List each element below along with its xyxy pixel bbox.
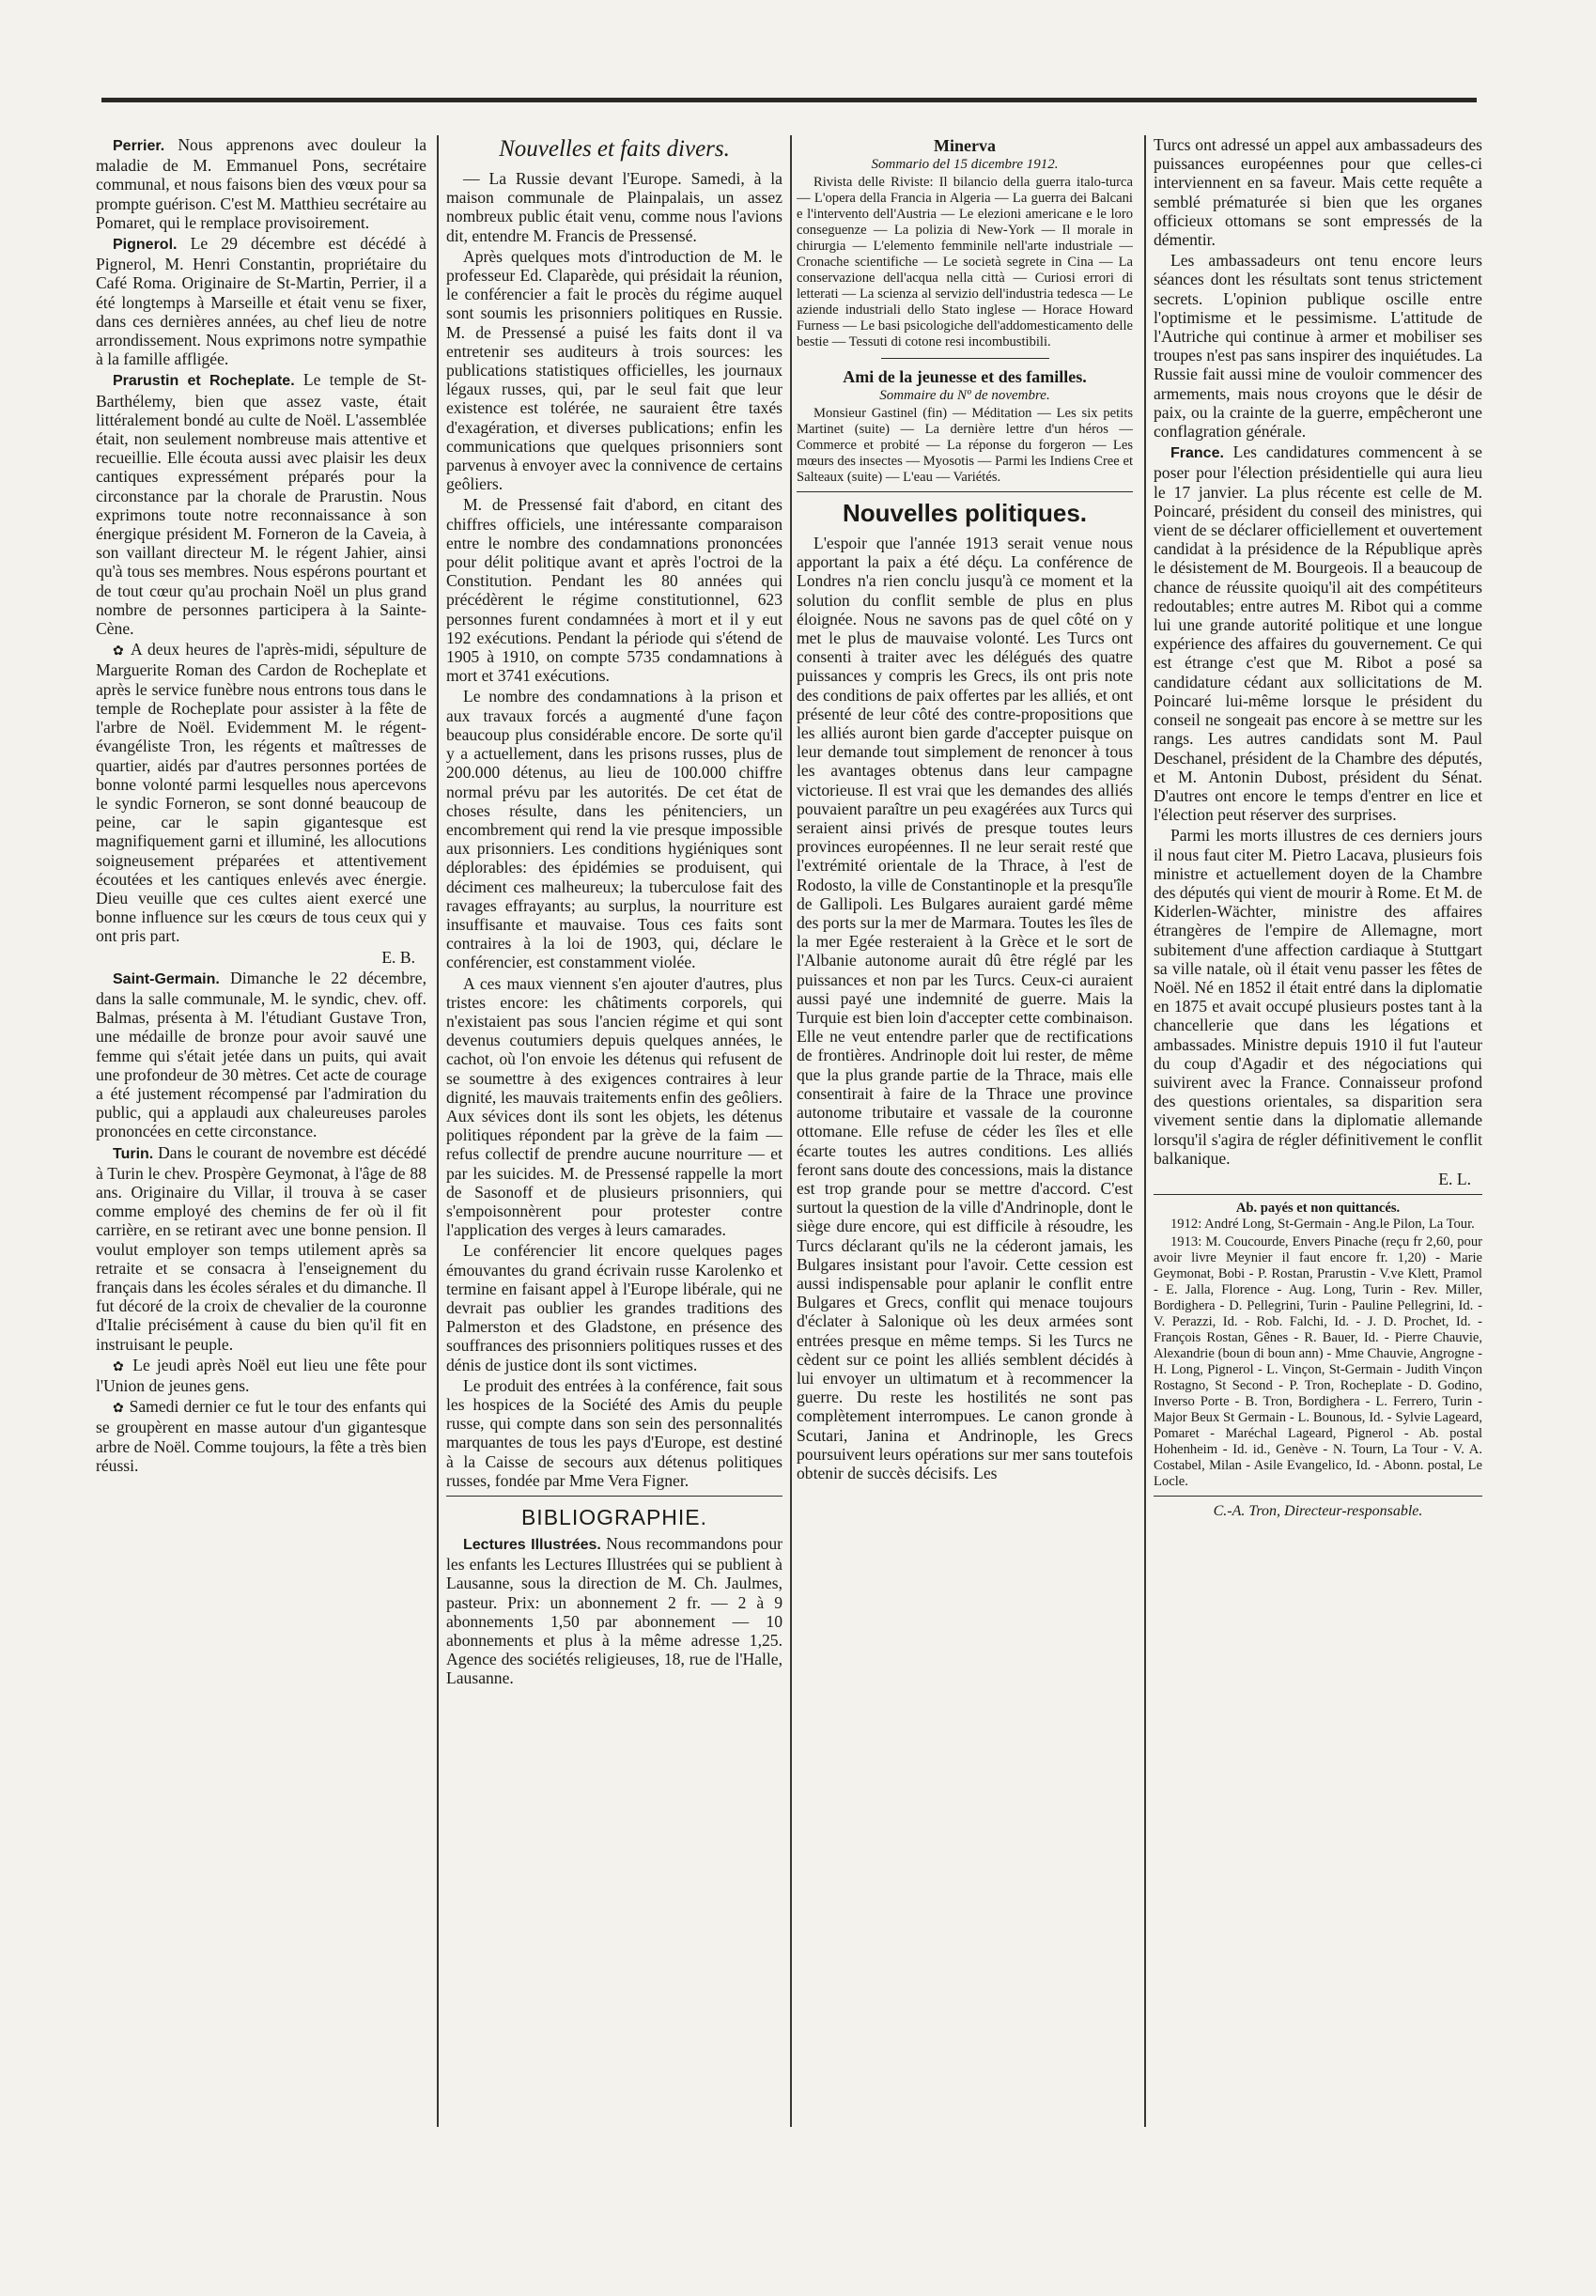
article-paragraph: Parmi les morts illustres de ces derniers jours il nous faut citer M. Pietro Lacava, plusieurs fois ministre et actuellement doyen de la Chambre des députés qui vient de mourir à Rome. Et M. de Kiderlen-Wächter, ministre des affaires étrangères de l'empire de Allemagne, mort subitement d'une affection cardiaque à Stuttgart sa ville natale, où il était venu passer les fêtes de Noël. Né en 1852 il était entré dans la diplomatie en 1875 et avait occupé plusieurs postes tant à la chancellerie que dans les légations et ambassades. Ministre depuis 1910 il fut l'auteur du coup d'Agadir et des négociations qui suivirent avec la France. Connaisseur profond des questions orientales, sa disparition sera vivement sentie dans la diplomatie allemande lorsqu'il s'agira de régler définitivement le conflit balkanique.: [1154, 826, 1482, 1168]
item-text: Les candidatures commencent à se poser pour l'élection présidentielle qui aura lieu le 17 janvier. La plus récente est celle de M. Poincaré, président du conseil des ministres, qui vient de se déclarer officiellement et ouvertement candidat à la présidence de la République après le désistement de M. Bourgeois. Il a beaucoup de chance de réussite quoiqu'il ait des compétiteurs redoutables; entre autres M. Ribot qui a comme lui une grande autorité politique et une longue expérience des affaires du gouvernement. Ce qui est étrange c'est que M. Ribot a posé sa candidature cédant aux sollicitations de M. Poincaré lui-même lorsque le président du conseil ne songeait pas encore à se mettre sur les rangs. Les autres candidats sont M. Paul Deschanel, président de la Chambre des députés, et M. Antonin Dubost, président du Sénat. D'autres ont encore le temps d'entrer en lice et l'élection peut réserver des surprises.: [1154, 442, 1482, 825]
clover-icon: ✿: [113, 1401, 125, 1417]
article-paragraph: — La Russie devant l'Europe. Samedi, à la maison communale de Plainpalais, un assez nombreux public était venu, comme nous l'avions dit, entendre M. Francis de Pressensé.: [446, 169, 783, 245]
top-rule: [101, 98, 1477, 102]
subscriptions-1913: 1913: M. Coucourde, Envers Pinache (reçu fr 2,60, pour avoir livre Meynier il faut encore fr. 1,20) - Marie Geymonat, Bobi - P. Rostan, Prarustin - V.ve Klett, Pramol - E. Jalla, Florence - Aug. Long, Turin - Rev. Miller, Bordighera - D. Pellegrini, Turin - Pauline Pellegrini, Id. - V. Perazzi, Id. - Rob. Falchi, Id. - J. D. Prochet, Id. - François Rostan, Gênes - R. Bauer, Id. - Pierre Chauvie, Alexandrie (boun di boun ann) - Mme Chauvie, Angrogne - H. Long, Pignerol - L. Vinçon, St-Germain - Judith Vinçon Rostagno, St Second - P. Tron, Rocheplate - D. Godino, Inverso Porte - B. Tron, Bordighera - L. Ferrero, Turin - Major Beux St Germain - L. Bounous, Id. - Sylvie Lageard, Pomaret - Maréchal Lageard, Pignerol - Ab. postal Hohenheim - Id. id., Genève - N. Tourn, La Tour - V. A. Costabel, Milan - Asile Evangelico, Id. - Abonn. postal, Le Locle.: [1154, 1234, 1482, 1490]
article-paragraph: Turcs ont adressé un appel aux ambassadeurs des puissances européennes pour que celles-ci interviennent en sa faveur. Mais cette requête a semblé prématurée si bien que les organes officieux ottomans se sont empressés de la démentir.: [1154, 135, 1482, 250]
review-contents: Monsieur Gastinel (fin) — Méditation — Les six petits Martinet (suite) — La dernière lettre d'un héros — Commerce et probité — La réponse du forgeron — Les mœurs des insectes — Myosotis — Parmi les Indiens Cree et Salteaux (suite) — L'eau — Variétés.: [797, 406, 1133, 485]
item-lead: Saint-Germain.: [113, 970, 220, 987]
review-title: Ami de la jeunesse et des familles.: [843, 367, 1087, 386]
item-jeudi: [96, 1356, 426, 1395]
item-lead: Perrier.: [113, 138, 165, 154]
item-text: Dans le courant de novembre est décédé à Turin le chev. Prospère Geymonat, à l'âge de 88 ans. Originaire du Villar, il trouva à se caser comme employé des chemins de fer où il fit carrière, en se retirant avec une bonne pension. Il voulut employer son temps utilement après sa retraite et se consacra à l'enseignement du français dans les écoles sérales et du dimanche. Il fut décoré de la croix de chevalier de la couronne d'Italie précisément à cause du bien qu'il fit en instruisant le peuple.: [96, 1142, 426, 1354]
review-subtitle: Sommaire du Nº de novembre.: [879, 388, 1050, 403]
item-text: Le temple de St-Barthélemy, bien que assez vaste, était littéralement bondé au culte de Noël. L'assemblée était, non seulement nombreuse mais attentive et recueillie. Elle écouta aussi avec plaisir les deux cantiques expressément préparés pour la circonstance par la chorale de Prarustin. Nous exprimons toute notre reconnaissance à son énergique président M. Forneron de la Caveia, à son vaillant directeur M. le régent Jahier, ainsi qu'à tous ses membres. Nous espérons pourtant et de tout cœur qu'au prochain Noël un plus grand nombre de personnes participera à la Sainte-Cène.: [96, 370, 426, 639]
column-politiques: [797, 135, 1133, 2118]
divider: [797, 491, 1133, 492]
signature: E. B.: [381, 947, 415, 967]
item-samedi: [96, 1397, 426, 1475]
article-paragraph: Les ambassadeurs ont tenu encore leurs séances dont les résultats sont tenus strictement secrets. L'opinion publique oscille entre l'optimisme et le pessimisme. L'attitude de l'Autriche qui continue à armer et mobiliser ses troupes n'est pas sans inspirer des inquiétudes. La Russie fait aussi mine de vouloir commencer des armements, mais nous croyons que le désir de paix, ou la crainte de la guerre, empêcheront une conflagration générale.: [1154, 251, 1482, 442]
item-text: Le 29 décembre est décédé à Pignerol, M. Henri Constantin, propriétaire du Café Roma. Originaire de St-Martin, Perrier, il a été longtemps à Marseille et était venu se fixer, dans ces dernières années, au chef lieu de notre arrondissement. Nous exprimons notre sympathie à la famille affligée.: [96, 234, 426, 369]
article-paragraph: M. de Pressensé fait d'abord, en citant des chiffres officiels, une intéressante comparaison entre le nombre des condamnations prononcées pour délit politique avant et après l'octroi de la Constitution. Pendant les 80 années qui précédèrent le régime constitutionnel, 623 personnes furent condamnées à mort et il y eut 192 exécutions. Pendant la période qui s'étend de 1905 à 1910, on compte 5735 condamnations à mort et 3741 exécutions.: [446, 495, 783, 686]
clover-icon: ✿: [113, 644, 126, 659]
article-paragraph: A ces maux viennent s'en ajouter d'autres, plus tristes encore: les châtiments corporels, qui n'existaient pas sous l'ancien régime et qui sont devenus coutumiers depuis quelques années, le cachot, où l'on envoie les détenus qui refusent de se soumettre à des exigences contraires à leur dignité, les mauvais traitements enfin des geôliers. Aux sévices dont ils sont les objets, les détenus politiques répondent par la grève de la faim — refus collectif de prendre aucune nourriture — et par les suicides. M. de Pressensé rappelle la mort de Sasonoff et de plusieurs prisonniers, qui s'empoisonnèrent pour protester contre l'application des verges à leurs camarades.: [446, 973, 783, 1240]
section-heading: BIBLIOGRAPHIE.: [520, 1505, 708, 1530]
section-heading: Nouvelles politiques.: [842, 499, 1088, 527]
item-saint-germain: [96, 969, 426, 1141]
item-text: Nous apprenons avec douleur la maladie de M. Emmanuel Pons, secrétaire communal, et nous faisons bien des vœux pour sa prompte guérison. C'est M. Matthieu secrétaire au Pomaret, qui le remplace provisoirement.: [96, 135, 426, 232]
item-turin: [96, 1143, 426, 1354]
review-title: Minerva: [934, 136, 996, 155]
article-paragraph: L'espoir que l'année 1913 serait venue nous apportant la paix a été déçu. La conférence de Londres n'a rien conclu jusqu'à ce moment et la solution du conflit semble de plus en plus éloignée. Nous ne savons pas de quel côté on y met le plus de mauvaise volonté. Les Turcs ont consenti à traiter avec les délégués des quatre puissances y compris les Grecs, ils ont pris note des conditions de paix offertes par les alliés, et ont présenté de leur côté des contre-propositions que les alliés auront bien garde d'accepter puisque on leur demande tout simplement de renoncer à tous les avantages obtenus dans leur campagne victorieuse. Il est vrai que les demandes des alliés pouvaient paraître un peu exagérées aux Turcs qui seraient ainsi privés de presque toutes leurs provinces européennes. Il ne leur serait resté que l'extrémité orientale de la Thrace, à l'est de Rodosto, la ville de Constantinople et la presqu'île de Gallipoli. Les Bulgares auraient gardé même des ports sur la mer de Marmara. Toutes les îles de la mer Egée resteraient à la Grèce et le sort de l'Albanie autonome aurait dû être réglé par les puissances et non par les Turcs. Ceux-ci auraient aussi payé une indemnité de guerre. Mais la Turquie est bien loin d'accepter cette combinaison. Elle ne veut entendre parler que de rectifications de frontières. Andrinople doit lui rester, de même que la plus grande partie de la Thrace, mais elle consentirait à faire de la Thrace une province autonome tributaire et vassale de la couronne ottomane. Elle refuse de céder les îles et elle écarte toutes les autres conditions. Les alliés feront sans doute des concessions, mais la distance est trop grande pour se mettre d'accord. C'est surtout la question de la ville d'Andrinople, dont le siège dure encore, qui est difficile à résoudre, les Turcs déclarant qu'ils ne la céderont jamais, les Bulgares insistant pour l'avoir. Cette cession est aussi indispensable pour aplanir le conflit entre Bulgares et Grecs, conflit qui menace toujours d'éclater à Salonique où les deux armées sont entrées presque en même temps. Si les Turcs ne cèdent sur ce point les alliés semblent décidés à lui envoyer un ultimatum et à recommencer la guerre. Du reste les hostilités ne sont pas complètement interrompues. Le canon gronde à Scutari, Janina et Andrinople, les Grecs poursuivent leurs opérations sur mer sans toutefois obtenir de succès décisifs. Les: [797, 534, 1133, 1482]
article-paragraph: Le produit des entrées à la conférence, fait sous les hospices de la Société des Amis du peuple russe, qui compte dans son sein des personnalités marquantes de tous les pays d'Europe, est destiné à la Caisse de secours aux détenus politiques russes, fondée par Mme Vera Figner.: [446, 1375, 783, 1490]
item-text: Samedi dernier ce fut le tour des enfants qui se groupèrent en masse autour d'un gigantesque arbre de Noël. Comme toujours, la fête a très bien réussi.: [96, 1397, 426, 1475]
divider: [1154, 1194, 1482, 1195]
column-rule: [1144, 135, 1146, 2127]
column-local-news: [96, 135, 426, 2118]
item-text: Dimanche le 22 décembre, dans la salle communale, M. le syndic, chev. off. Balmas, présenta à M. l'étudiant Gustave Tron, une médaille de bronze pour avoir sauvé une femme qui s'était jetée dans un puits, qui avait une profondeur de 30 mètres. Cet acte de courage a été justement récompensé par l'admiration du public, qui a applaudi aux chaleureuses paroles prononcées en cette circonstance.: [96, 968, 426, 1141]
review-subtitle: Sommario del 15 dicembre 1912.: [871, 157, 1059, 172]
column-rule: [437, 135, 439, 2127]
item-text: A deux heures de l'après-midi, sépulture de Marguerite Roman des Cardon de Rocheplate et après le service funèbre nous entrons tous dans le temple de Rocheplate pour assister à la fête de l'arbre de Noël. Evidemment M. le régent-évangéliste Tron, les régents et maîtresses de quartier, aidés par d'autres personnes portées de bonne volonté parmi lesquelles nous apercevons le syndic Forneron, se sont donné beaucoup de peine, car le sapin gigantesque est magnifiquement garni et illuminé, les allocutions soigneusement préparées et attentivement écoutées et les cantiques enlevés avec énergie. Dieu veuille que ces cultes aient exercé une bonne influence sur les cœurs de tous ceux qui y ont pris part.: [96, 640, 426, 946]
item-lead: Prarustin et Rocheplate.: [113, 373, 295, 390]
article-paragraph: [446, 1534, 783, 1688]
divider: [881, 358, 1049, 359]
divider: [1154, 1496, 1482, 1497]
item-lead: Lectures Illustrées.: [463, 1537, 601, 1554]
item-text: Nous recommandons pour les enfants les Lectures Illustrées qui se publient à Lausanne, sous la direction de M. Ch. Jaulmes, pasteur. Prix: un abonnement 2 fr. — 2 à 9 abonnements 1,50 par abonnement — 10 abonnements et plus à la même adresse 1,25. Agence des sociétés religieuses, 18, rue de l'Halle, Lausanne.: [446, 1534, 783, 1688]
column-faits-divers: [446, 135, 783, 2118]
item-lead: Turin.: [113, 1145, 154, 1162]
section-heading: Nouvelles et faits divers.: [499, 136, 730, 162]
column-politiques-suite: [1154, 135, 1482, 2118]
signature: E. L.: [1438, 1169, 1471, 1188]
column-rule: [790, 135, 792, 2127]
review-contents: Rivista delle Riviste: Il bilancio della guerra italo-turca — L'opera della Francia in Algeria — La guerra dei Balcani e l'intervento dell'Austria — Le elezioni americane e le loro conseguenze — La polizia di New-York — Il morale in chirurgia — L'elemento femminile nell'arte industriale — Cronache scientifiche — Le società segrete in Cina — La conservazione dell'acqua nella città — Curiosi errori di letterati — La scienza al servizio dell'industria tedesca — Le aziende industriali dello Stato inglese — Horace Howard Furness — Le basi psicologiche dell'addomesticamento delle bestie — Tessuti di cotone resi incombustibili.: [797, 175, 1133, 349]
item-text: Le jeudi après Noël eut lieu une fête pour l'Union de jeunes gens.: [96, 1355, 426, 1395]
clover-icon: ✿: [113, 1358, 127, 1374]
article-paragraph: Le conférencier lit encore quelques pages émouvantes du grand écrivain russe Karolenko et termine en faisant appel à l'Europe libérale, qui ne devrait pas oublier les grandes traditions des Palmerston et des Gladstone, en présence des souffrances des prisonniers politiques russes et des dénis de justice dont ils sont victimes.: [446, 1241, 783, 1374]
article-paragraph: Après quelques mots d'introduction de M. le professeur Ed. Claparède, qui présidait la réunion, le conférencier a fait le procès du régime auquel sont soumis les prisonniers politiques en Russie. M. de Pressensé a puisé les faits dont il va entretenir ses auditeurs à trois sources: les publications statistiques officielles, les journaux légaux russes, qui, par le seul fait que leur existence est tolérée, ne sauraient être taxés d'exagération, et diverses publications; enfin les communications que quelques prisonniers sont parvenus à envoyer avec la connivence de certains geôliers.: [446, 246, 783, 494]
editor-line: C.-A. Tron, Directeur-responsable.: [1213, 1503, 1423, 1520]
item-perrier: [96, 135, 426, 232]
item-lead: France.: [1170, 445, 1224, 462]
subscriptions-1912: 1912: André Long, St-Germain - Ang.le Pilon, La Tour.: [1170, 1217, 1475, 1233]
item-roman: [96, 640, 426, 945]
item-prarustin: [96, 370, 426, 638]
article-paragraph: Le nombre des condamnations à la prison et aux travaux forcés a augmenté d'une façon beaucoup plus considérable encore. De sorte qu'il y a actuellement, dans les prisons russes, plus de 200.000 détenus, au lieu de 100.000 chiffre normal prévu par les autorités. De cet état de choses résulte, dans les pénitenciers, un encombrement qui rend la vie presque impossible aux prisonniers. Les conditions hygiéniques sont déplorables: des épidémies se produisent, qui déciment ces malheureux; la tuberculose fait des ravages effrayants; au surplus, la nourriture est insuffisante et mauvaise. Tous ces faits sont contraires à la loi de 1903, qui, déclare le conférencier, est constamment violée.: [446, 687, 783, 972]
item-lead: Pignerol.: [113, 237, 178, 254]
subscriptions-title: Ab. payés et non quittancés.: [1235, 1201, 1401, 1217]
item-pignerol: [96, 234, 426, 368]
item-france: [1154, 442, 1482, 824]
divider: [446, 1496, 783, 1497]
